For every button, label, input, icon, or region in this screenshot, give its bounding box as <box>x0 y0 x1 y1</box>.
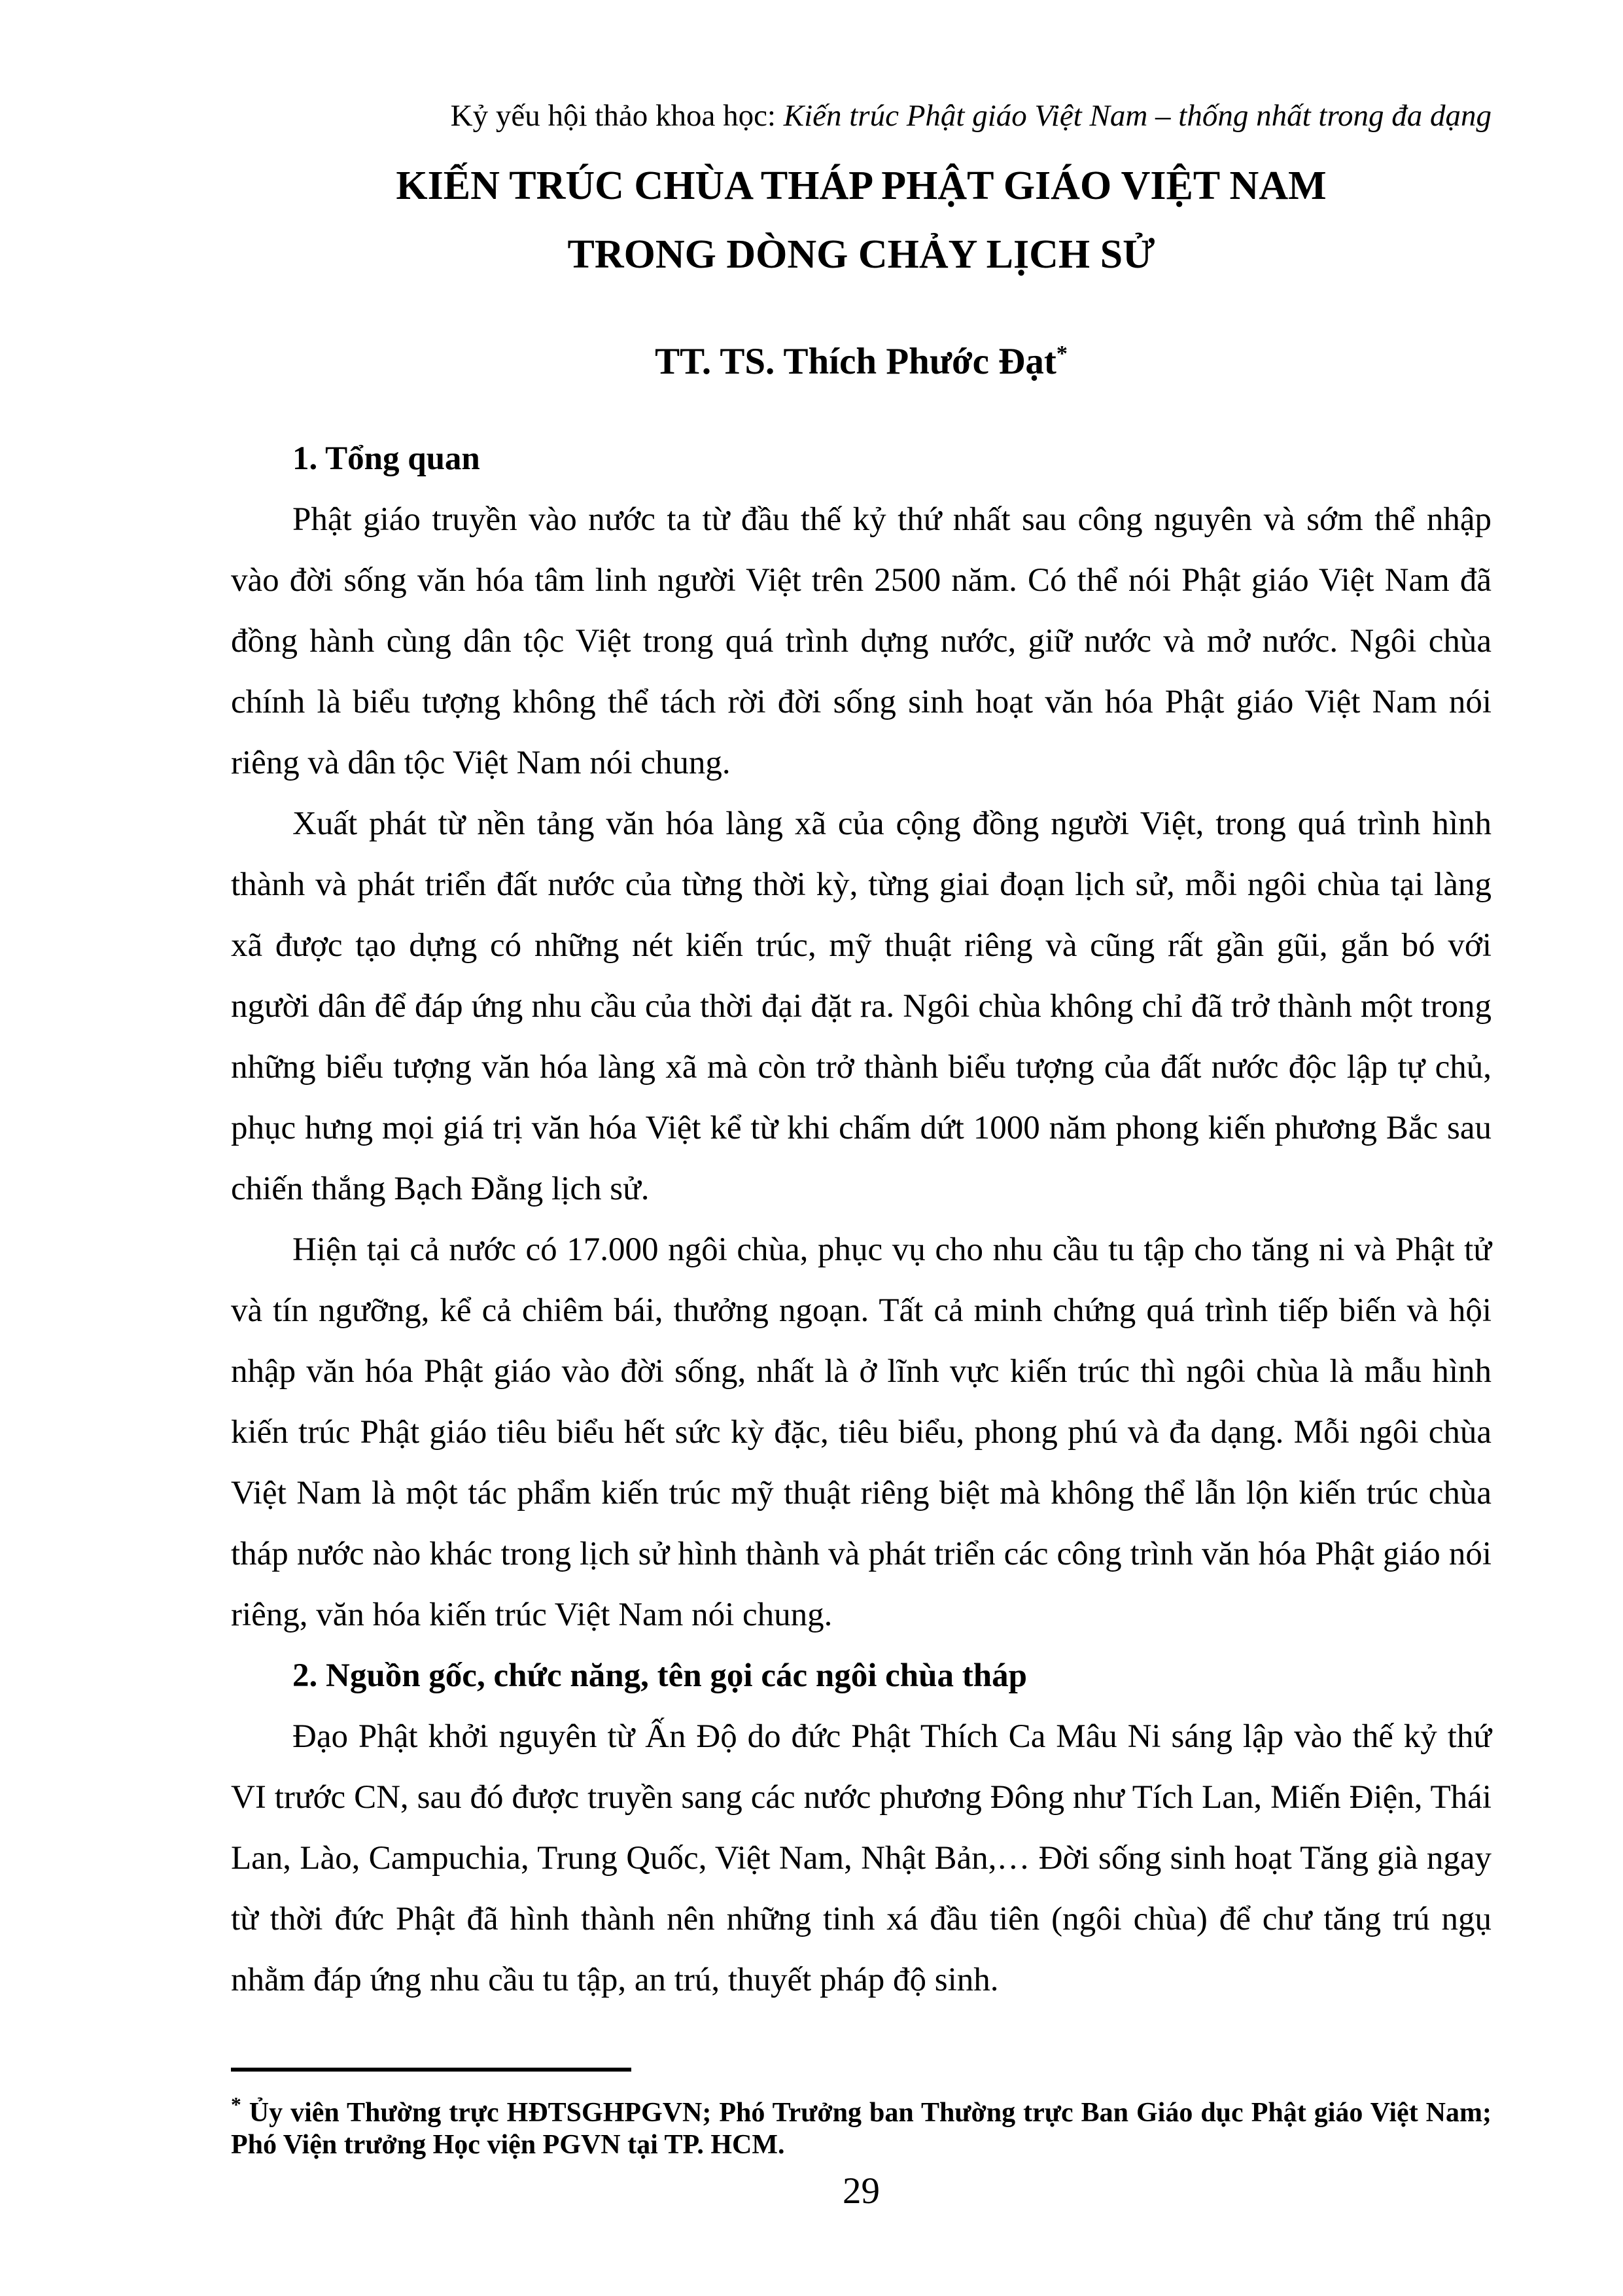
paper-title-line-1: KIẾN TRÚC CHÙA THÁP PHẬT GIÁO VIỆT NAM <box>396 164 1327 208</box>
paragraph: Hiện tại cả nước có 17.000 ngôi chùa, phục vụ cho nhu cầu tu tập cho tăng ni và Phật tử và tín ngưỡng, kể cả chiêm bái, thưởng ngoạn. Tất cả minh chứng quá trình tiếp biến và hội nhập văn hóa Phật giáo vào đời sống, nhất là ở lĩnh vực kiến trúc thì ngôi chùa là mẫu hình kiến trúc Phật giáo tiêu biểu hết sức kỳ đặc, tiêu biểu, phong phú và đa dạng. Mỗi ngôi chùa Việt Nam là một tác phẩm kiến trúc mỹ thuật riêng biệt mà không thể lẫn lộn kiến trúc chùa tháp nước nào khác trong lịch sử hình thành và phát triển các công trình văn hóa Phật giáo nói riêng, văn hóa kiến trúc Việt Nam nói chung. <box>231 1231 1492 1633</box>
footnote-marker: * <box>231 2093 241 2116</box>
footnote-body: Ủy viên Thường trực HĐTSGHPGVN; Phó Trưởng ban Thường trực Ban Giáo dục Phật giáo Việt Nam; Phó Viện trưởng Học viện PGVN tại TP. HCM. <box>231 2098 1492 2160</box>
footnote-text <box>231 2089 1492 2161</box>
paragraph: Xuất phát từ nền tảng văn hóa làng xã của cộng đồng người Việt, trong quá trình hình thành và phát triển đất nước của từng thời kỳ, từng giai đoạn lịch sử, mỗi ngôi chùa tại làng xã được tạo dựng có những nét kiến trúc, mỹ thuật riêng và cũng rất gần gũi, gắn bó với người dân để đáp ứng nhu cầu của thời đại đặt ra. Ngôi chùa không chỉ đã trở thành một trong những biểu tượng văn hóa làng xã mà còn trở thành biểu tượng của đất nước độc lập tự chủ, phục hưng mọi giá trị văn hóa Việt kể từ khi chấm dứt 1000 năm phong kiến phương Bắc sau chiến thắng Bạch Đằng lịch sử. <box>231 805 1492 1207</box>
footnote-area <box>231 2068 1492 2161</box>
article-body <box>231 429 1492 2011</box>
paragraph: Đạo Phật khởi nguyên từ Ấn Độ do đức Phật Thích Ca Mâu Ni sáng lập vào thế kỷ thứ VI trước CN, sau đó được truyền sang các nước phương Đông như Tích Lan, Miến Điện, Thái Lan, Lào, Campuchia, Trung Quốc, Việt Nam, Nhật Bản,… Đời sống sinh hoạt Tăng già ngay từ thời đức Phật đã hình thành nên những tinh xá đầu tiên (ngôi chùa) để chư tăng trú ngụ nhằm đáp ứng nhu cầu tu tập, an trú, thuyết pháp độ sinh. <box>231 1718 1492 1998</box>
footnote-separator-rule <box>231 2068 631 2072</box>
paragraph: Phật giáo truyền vào nước ta từ đầu thế kỷ thứ nhất sau công nguyên và sớm thể nhập vào đời sống văn hóa tâm linh người Việt trên 2500 năm. Có thể nói Phật giáo Việt Nam đã đồng hành cùng dân tộc Việt trong quá trình dựng nước, giữ nước và mở nước. Ngôi chùa chính là biểu tượng không thể tách rời đời sống sinh hoạt văn hóa Phật giáo Việt Nam nói riêng và dân tộc Việt Nam nói chung. <box>231 501 1492 781</box>
page-number: 29 <box>843 2170 880 2212</box>
section-heading-1: 1. Tổng quan <box>292 440 480 477</box>
running-header-prefix: Kỷ yếu hội thảo khoa học: <box>450 99 784 133</box>
running-header <box>231 98 1492 133</box>
running-header-proceedings-title: Kiến trúc Phật giáo Việt Nam – thống nhất trong đa dạng <box>783 99 1492 133</box>
author-name: TT. TS. Thích Phước Đạt <box>655 341 1056 382</box>
author-footnote-marker: * <box>1056 342 1068 366</box>
paper-title-line-2: TRONG DÒNG CHẢY LỊCH SỬ <box>567 232 1155 277</box>
section-heading-2: 2. Nguồn gốc, chức năng, tên gọi các ngôi chùa tháp <box>292 1657 1027 1694</box>
paper-title <box>231 152 1492 289</box>
author-line <box>231 331 1492 385</box>
